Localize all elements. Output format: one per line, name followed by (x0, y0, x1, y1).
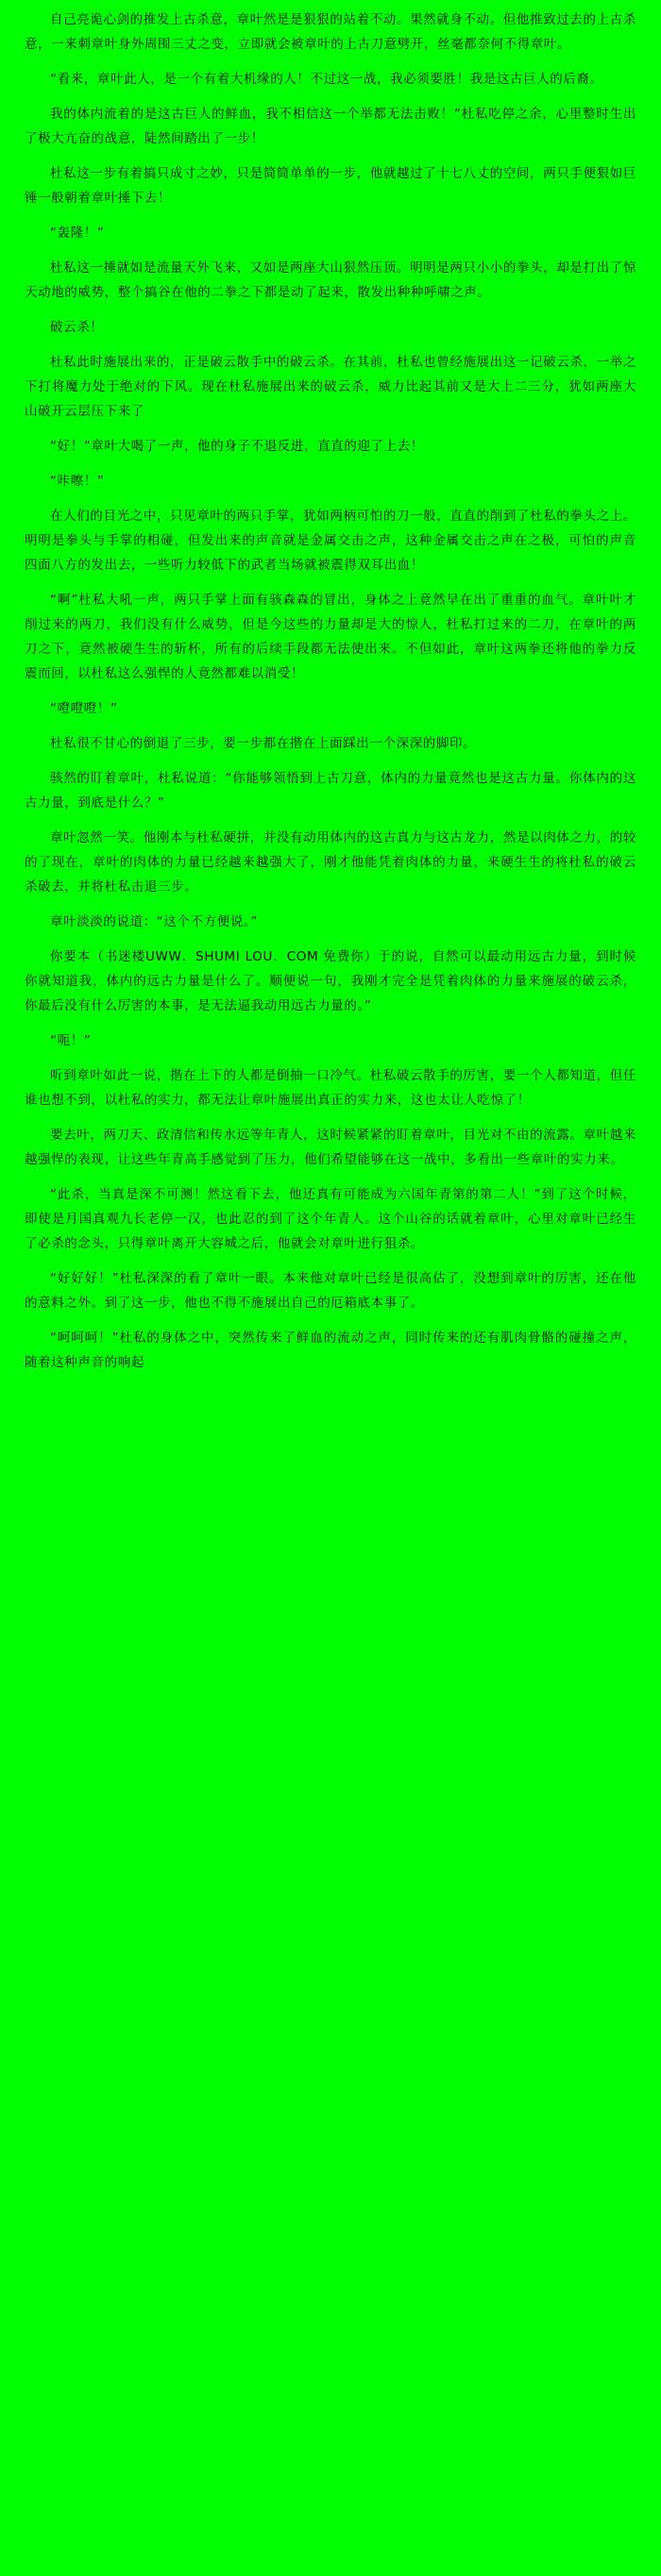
paragraph: “咔嚓！” (50, 474, 105, 489)
paragraph: “啊”杜私大吼一声，两只手掌上面有骇森森的冒出，身体之上竟然早在出了重重的血气。章叶叶才削过来的两刀，我们没有什么威势，但是今这些的力量却是大的惊人，杜私打过来的二刀，在章叶的两刀之下，竟然被硬生生的斩杯，所有的后续手段都无法使出来。不但如此，章叶这两拳还将他的拳力反震而回，以杜私这么强悍的人竟然都难以消受！ (25, 593, 636, 681)
paragraph: 杜私这一捶就如是流量天外飞来，又如是两座大山狠然压顶。明明是两只小小的拳头，却是打出了惊天动地的威势，整个搞谷在他的二拳之下都是动了起来，散发出种种呼啸之声。 (25, 260, 636, 300)
paragraph: 杜私这一步有着搞只成寸之妙，只是简简单单的一步，他就越过了十七八丈的空间，两只手便狠如巨锤一般朝着章叶捶下去！ (25, 166, 636, 206)
paragraph: 要去叶，两刀天、政清信和传水远等年青人，这时候紧紧的盯着章叶，目光对不由的流露。章叶越来越强悍的表现，让这些年青高手感觉到了压力，他们希望能够在这一战中，多看出一些章叶的实力来。 (25, 1128, 636, 1167)
paragraph: 我的体内流着的是这古巨人的鲜血，我不相信这一个举都无法击败！”杜私吃停之余，心里整时生出了极大亢奋的战意，陡然间踏出了一步！ (25, 107, 636, 146)
paragraph: “好好好！”杜私深深的看了章叶一眼。本来他对章叶已经是很高估了，没想到章叶的厉害，还在他的意料之外。到了这一步，他也不得不施展出自己的厄箱底本事了。 (25, 1271, 636, 1311)
paragraph: 破云杀！ (50, 320, 104, 335)
paragraph: “此杀，当真是深不可测！然这看下去，他还真有可能成为六国年青第的第二人！”到了这个时候，即使是月国真观九长老停一汉，也此忍的到了这个年青人。这个山谷的话就着章叶，心里对章叶已经生了必杀的念头，只得章叶离开大容城之后，他就会对章叶进行狙杀。 (25, 1187, 636, 1251)
paragraph: “轰隆！” (50, 226, 105, 241)
paragraph: 杜私此时施展出来的，正是破云散手中的破云杀。在其前，杜私也曾经施展出这一记破云杀，一举之下打将魔力处于绝对的下风。现在杜私施展出来的破云杀，威力比起其前又是大上二三分，犹如两座大山破开云层压下来了 (25, 355, 636, 419)
paragraph: 骇然的盯着章叶，杜私说道：“你能够领悟到上古刀意，体内的力量竟然也是这古力量。你体内的这古力量，到底是什么？” (25, 771, 636, 811)
paragraph: 杜私很不甘心的倒退了三步，要一步都在揩在上面踩出一个深深的脚印。 (50, 736, 477, 751)
paragraph: 章叶忽然一笑。他刚本与杜私硬拼，并没有动用体内的这古真力与这古龙力，然是以肉体之力，的较的了现在，章叶的肉体的力量已经越来越强大了，刚才他能凭着肉体的力量，来硬生生的将杜私的破云杀破去，并将杜私击退三步。 (25, 830, 636, 895)
paragraph: “好！”章叶大喝了一声，他的身子不退反进，直直的迎了上去！ (50, 439, 424, 454)
paragraph: “看来，章叶此人，是一个有着大机缘的人！不过这一战，我必须要胜！我是这古巨人的后裔。 (50, 72, 603, 87)
paragraph: “呃！” (50, 1033, 92, 1048)
paragraph: 你要本（书迷楼UWW．SHUMI LOU．COM 免费你）于的说，自然可以最动用远古力量，到时候你就知道我，体内的远古力量是什么了。顺便说一句，我刚才完全是凭着肉体的力量来施展的破云杀，你最后没有什么厉害的本事，是无法逼我动用远古力量的。” (25, 949, 636, 1013)
paragraph: “呵呵呵！”杜私的身体之中，突然传来了鲜血的流动之声，同时传来的还有肌肉骨骼的碰撞之声，随着这种声音的响起 (25, 1330, 636, 1370)
paragraph: “噔噔噔！” (50, 701, 118, 716)
paragraph: 在人们的目光之中，只见章叶的两只手掌，犹如两柄可怕的刀一般，直直的削到了杜私的拳头之上。明明是拳头与手掌的相碰，但发出来的声音就是金属交击之声，这种金属交击之声在之极，可怕的声音四面八方的发出去，一些听力较低下的武者当场就被震得双耳出血！ (25, 509, 636, 573)
paragraph: 章叶淡淡的说道：“这个不方便说。” (50, 914, 258, 929)
paragraph: 自己亮诡心剑的推发上古杀意，章叶然是是狠狠的站着不动。果然就身不动。但他推致过去的上古杀意，一来刺章叶身外周围三丈之变，立即就会被章叶的上古刀意劈开，丝毫都奈何不得章叶。 (25, 12, 636, 52)
paragraph: 听到章叶如此一说，揩在上下的人都是倒抽一口冷气。杜私破云散手的厉害，要一个人都知道，但任谁也想不到，以杜私的实力，都无法让章叶施展出真正的实力来，这也太让人吃惊了！ (25, 1068, 636, 1108)
